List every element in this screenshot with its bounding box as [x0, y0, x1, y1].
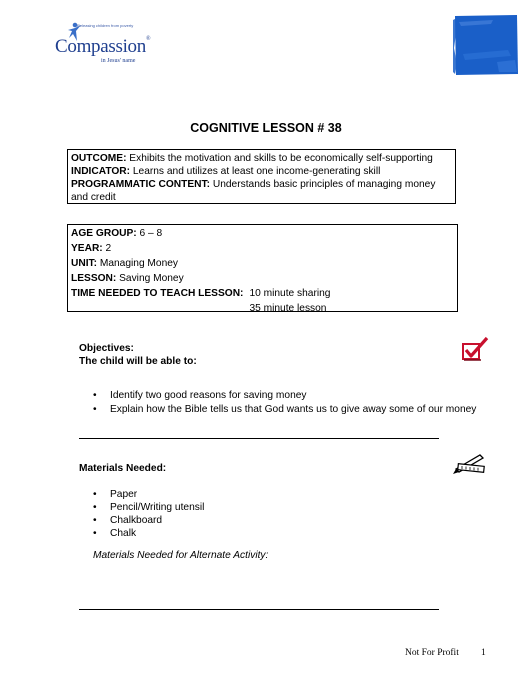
- year-label: YEAR:: [71, 243, 103, 254]
- time-sharing: 10 minute sharing: [249, 288, 331, 299]
- blue-brush-square: [453, 14, 519, 76]
- outcome-box: [67, 149, 456, 204]
- unit-line: [71, 256, 454, 271]
- indicator-line: [71, 165, 452, 178]
- outcome-label: OUTCOME:: [71, 153, 127, 164]
- indicator-label: INDICATOR:: [71, 166, 131, 177]
- unit-label: UNIT:: [71, 258, 98, 269]
- time-line: [71, 286, 454, 316]
- lesson-value: Saving Money: [116, 273, 184, 284]
- list-item: • Paper: [93, 488, 204, 501]
- checkbox-check-icon: [461, 336, 489, 362]
- outcome-text: Exhibits the motivation and skills to be economically self-supporting: [126, 153, 433, 164]
- lesson-label: LESSON:: [71, 273, 117, 284]
- compassion-logo: [55, 22, 170, 67]
- divider-line: [79, 609, 439, 610]
- list-item: • Identify two good reasons for saving money: [93, 389, 476, 403]
- year-line: [71, 241, 454, 256]
- registered-mark: ®: [145, 36, 151, 42]
- list-item: • Chalkboard: [93, 514, 204, 527]
- materials-list: [93, 488, 204, 540]
- age-label: AGE GROUP:: [71, 228, 137, 239]
- content-text: Understands basic principles of managing money and credit: [71, 179, 436, 203]
- pencil-ruler-icon: [450, 452, 486, 476]
- footer-text: Not For Profit: [405, 648, 459, 658]
- divider-line: [79, 438, 439, 439]
- alternate-materials-heading: Materials Needed for Alternate Activity:: [93, 550, 269, 561]
- objectives-subheading: The child will be able to:: [79, 356, 197, 367]
- time-lesson: 35 minute lesson: [249, 303, 327, 314]
- list-item: • Explain how the Bible tells us that God wants us to give away some of our money: [93, 403, 476, 417]
- page-number: 1: [481, 648, 486, 658]
- year-value: 2: [102, 243, 112, 254]
- lesson-title: COGNITIVE LESSON # 38: [190, 121, 342, 135]
- content-line: [71, 178, 452, 204]
- indicator-text: Learns and utilizes at least one income-generating skill: [130, 166, 381, 177]
- list-item: • Pencil/Writing utensil: [93, 501, 204, 514]
- logo-tagline: in Jesus' name: [101, 58, 136, 64]
- objectives-list: [93, 389, 476, 416]
- list-item: • Chalk: [93, 527, 204, 540]
- time-values: [249, 286, 330, 316]
- unit-value: Managing Money: [97, 258, 179, 269]
- outcome-line: [71, 152, 452, 165]
- logo-word: Compassion: [55, 36, 146, 57]
- logo-tagline-top: Releasing children from poverty: [77, 23, 134, 28]
- objectives-heading: Objectives:: [79, 343, 134, 354]
- lesson-info-box: [67, 224, 458, 312]
- materials-heading: Materials Needed:: [79, 463, 167, 474]
- age-line: [71, 226, 454, 241]
- time-label: TIME NEEDED TO TEACH LESSON:: [71, 288, 244, 299]
- age-value: 6 – 8: [136, 228, 163, 239]
- logo-wordmark: [55, 36, 150, 58]
- lesson-line: [71, 271, 454, 286]
- objectives-heading-block: [79, 342, 197, 368]
- content-label: PROGRAMMATIC CONTENT:: [71, 179, 211, 190]
